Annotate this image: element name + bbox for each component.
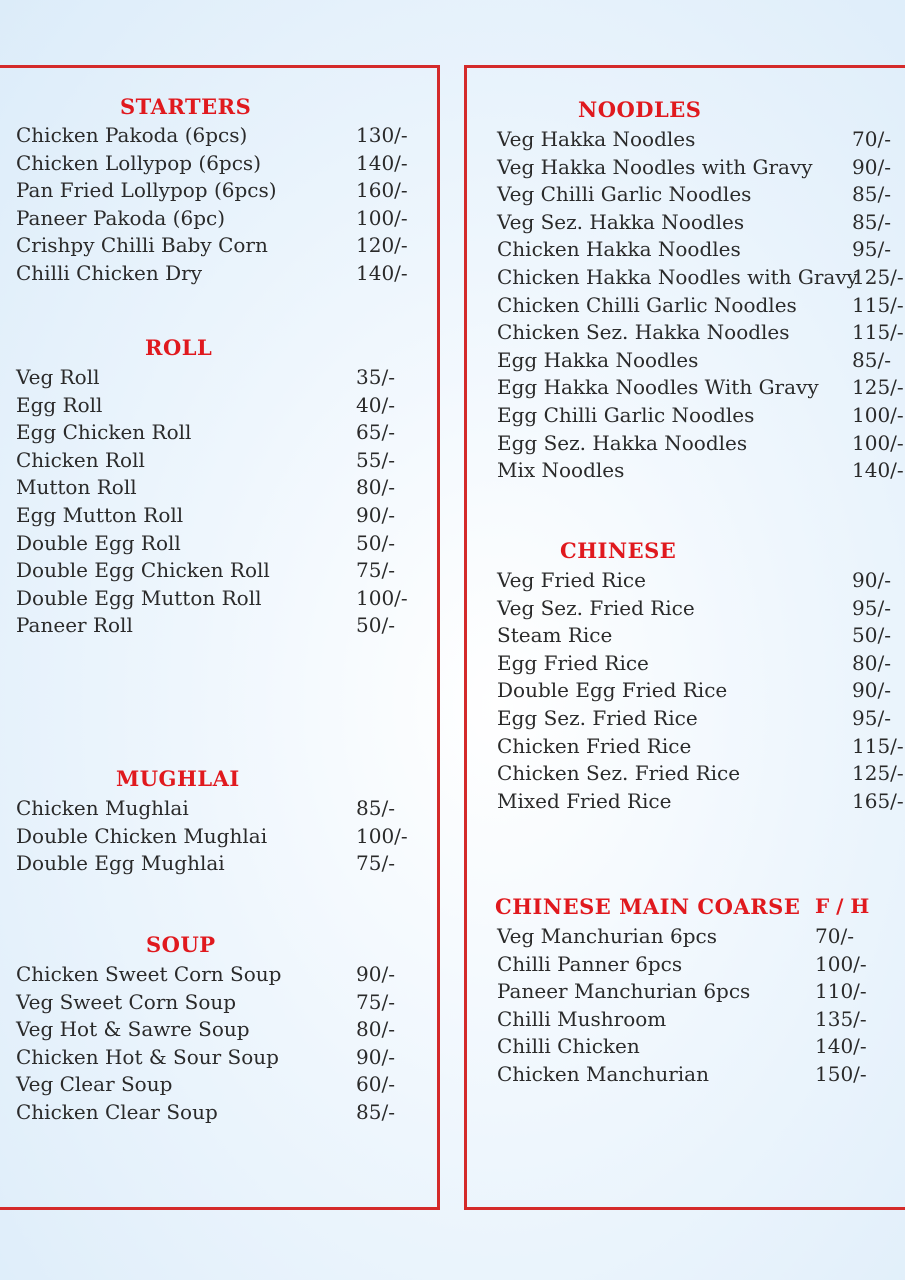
menu-item-name: Egg Sez. Fried Rice [497, 705, 698, 730]
menu-item-name: Egg Chilli Garlic Noodles [497, 402, 755, 427]
menu-item-name: Chicken Manchurian [497, 1061, 709, 1086]
menu-item-price: 80/- [852, 650, 891, 675]
menu-item-price: 75/- [356, 851, 395, 876]
menu-item-price: 125/- [852, 761, 904, 786]
menu-item-price: 165/- [852, 788, 904, 813]
menu-item-price: 80/- [356, 475, 395, 500]
menu-item-price: 125/- [852, 264, 904, 289]
menu-item-price: 140/- [356, 260, 408, 285]
menu-item-name: Double Egg Chicken Roll [16, 558, 270, 583]
menu-item-price: 90/- [356, 962, 395, 986]
full-half-label: F / H [815, 894, 870, 918]
menu-item-name: Veg Hakka Noodles with Gravy [497, 154, 813, 179]
menu-item-name: Chicken Hakka Noodles [497, 237, 741, 262]
menu-item-name: Veg Fried Rice [497, 568, 646, 592]
menu-item-name: Double Egg Mutton Roll [16, 585, 262, 610]
menu-item-price: 90/- [356, 502, 395, 527]
menu-item-name: Chicken Sweet Corn Soup [16, 962, 282, 986]
menu-item-name: Chicken Mughlai [16, 796, 189, 820]
menu-item-name: Chilli Panner 6pcs [497, 951, 683, 976]
menu-item-price: 35/- [356, 365, 395, 389]
section-title-roll: ROLL [145, 335, 213, 360]
menu-item-name: Mix Noodles [497, 458, 625, 483]
menu-item-name: Egg Fried Rice [497, 650, 649, 675]
menu-item-price: 160/- [356, 178, 408, 203]
menu-item-name: Chicken Clear Soup [16, 1099, 218, 1124]
menu-item-name: Chicken Hakka Noodles with Gravy [497, 264, 858, 289]
menu-item-price: 140/- [852, 458, 904, 483]
menu-item-price: 70/- [815, 924, 854, 948]
menu-item-price: 100/- [852, 402, 904, 427]
menu-item-price: 60/- [356, 1072, 395, 1097]
menu-item-price: 120/- [356, 233, 408, 258]
menu-item-price: 50/- [852, 623, 891, 648]
menu-item-price: 100/- [815, 951, 867, 976]
menu-item-price: 85/- [852, 347, 891, 372]
menu-item-name: Egg Hakka Noodles [497, 347, 699, 372]
menu-item-price: 135/- [815, 1006, 867, 1031]
menu-item-name: Chicken Chilli Garlic Noodles [497, 292, 797, 317]
menu-item-price: 75/- [356, 989, 395, 1014]
menu-item-name: Paneer Roll [16, 613, 133, 638]
menu-item-name: Chilli Mushroom [497, 1006, 667, 1031]
menu-item-price: 55/- [356, 447, 395, 472]
menu-item-price: 70/- [852, 127, 891, 151]
menu-item-name: Double Egg Fried Rice [497, 678, 728, 703]
menu-item-name: Egg Sez. Hakka Noodles [497, 430, 748, 455]
menu-item-name: Pan Fried Lollypop (6pcs) [16, 178, 277, 203]
menu-item-name: Chicken Pakoda (6pcs) [16, 123, 248, 147]
menu-item-price: 100/- [852, 430, 904, 455]
menu-item-price: 75/- [356, 558, 395, 583]
menu-item-name: Chicken Roll [16, 447, 145, 472]
menu-item-name: Double Egg Mughlai [16, 851, 225, 876]
menu-item-price: 85/- [852, 182, 891, 207]
menu-item-price: 110/- [815, 979, 867, 1004]
menu-item-price: 125/- [852, 375, 904, 400]
menu-item-price: 150/- [815, 1061, 867, 1086]
menu-item-price: 140/- [356, 150, 408, 175]
menu-item-price: 85/- [356, 1099, 395, 1124]
menu-item-price: 85/- [356, 796, 395, 820]
menu-item-name: Mixed Fried Rice [497, 788, 672, 813]
menu-item-name: Veg Roll [16, 365, 100, 389]
menu-item-name: Veg Hakka Noodles [497, 127, 696, 151]
menu-item-name: Mutton Roll [16, 475, 137, 500]
menu-item-name: Paneer Manchurian 6pcs [497, 979, 751, 1004]
menu-item-name: Chicken Hot & Sour Soup [16, 1044, 279, 1069]
menu-item-price: 95/- [852, 237, 891, 262]
menu-item-price: 90/- [852, 568, 891, 592]
menu-item-name: Veg Sez. Hakka Noodles [497, 209, 745, 234]
menu-item-name: Chicken Sez. Fried Rice [497, 761, 741, 786]
section-title-soup: SOUP [146, 932, 216, 957]
menu-item-name: Paneer Pakoda (6pc) [16, 205, 226, 230]
menu-item-price: 115/- [852, 320, 904, 345]
menu-item-price: 115/- [852, 292, 904, 317]
menu-item-name: Veg Sez. Fried Rice [497, 595, 695, 620]
menu-item-price: 95/- [852, 705, 891, 730]
menu-item-price: 80/- [356, 1017, 395, 1042]
menu-item-name: Chicken Lollypop (6pcs) [16, 150, 261, 175]
menu-item-price: 50/- [356, 613, 395, 638]
menu-item-name: Chicken Sez. Hakka Noodles [497, 320, 790, 345]
menu-item-price: 100/- [356, 823, 408, 848]
menu-item-price: 140/- [815, 1034, 867, 1059]
section-title-noodles: NOODLES [578, 97, 702, 122]
menu-item-name: Veg Sweet Corn Soup [16, 989, 237, 1014]
menu-item-price: 85/- [852, 209, 891, 234]
menu-item-name: Veg Clear Soup [16, 1072, 173, 1097]
menu-item-price: 40/- [356, 392, 395, 417]
menu-item-name: Steam Rice [497, 623, 613, 648]
menu-item-name: Egg Mutton Roll [16, 502, 184, 527]
menu-item-price: 90/- [852, 678, 891, 703]
menu-item-name: Chilli Chicken [497, 1034, 640, 1059]
menu-item-price: 50/- [356, 530, 395, 555]
menu-item-name: Chilli Chicken Dry [16, 260, 202, 285]
menu-item-name: Double Chicken Mughlai [16, 823, 268, 848]
menu-item-name: Veg Manchurian 6pcs [497, 924, 717, 948]
section-title-chinese: CHINESE [560, 538, 677, 563]
menu-item-name: Chicken Fried Rice [497, 733, 692, 758]
section-title-mughlai: MUGHLAI [116, 766, 240, 791]
menu-item-name: Veg Chilli Garlic Noodles [497, 182, 752, 207]
menu-item-price: 95/- [852, 595, 891, 620]
menu-item-price: 100/- [356, 585, 408, 610]
menu-item-name: Veg Hot & Sawre Soup [16, 1017, 250, 1042]
menu-item-name: Crishpy Chilli Baby Corn [16, 233, 268, 258]
menu-item-price: 65/- [356, 420, 395, 445]
menu-item-price: 130/- [356, 123, 408, 147]
section-title-starters: STARTERS [120, 94, 252, 119]
menu-item-price: 90/- [356, 1044, 395, 1069]
menu-item-name: Egg Chicken Roll [16, 420, 192, 445]
menu-item-price: 90/- [852, 154, 891, 179]
menu-item-price: 115/- [852, 733, 904, 758]
menu-item-name: Egg Hakka Noodles With Gravy [497, 375, 819, 400]
menu-item-name: Double Egg Roll [16, 530, 181, 555]
menu-item-price: 100/- [356, 205, 408, 230]
menu-item-name: Egg Roll [16, 392, 103, 417]
section-title-main-course: CHINESE MAIN COARSE [495, 894, 801, 919]
